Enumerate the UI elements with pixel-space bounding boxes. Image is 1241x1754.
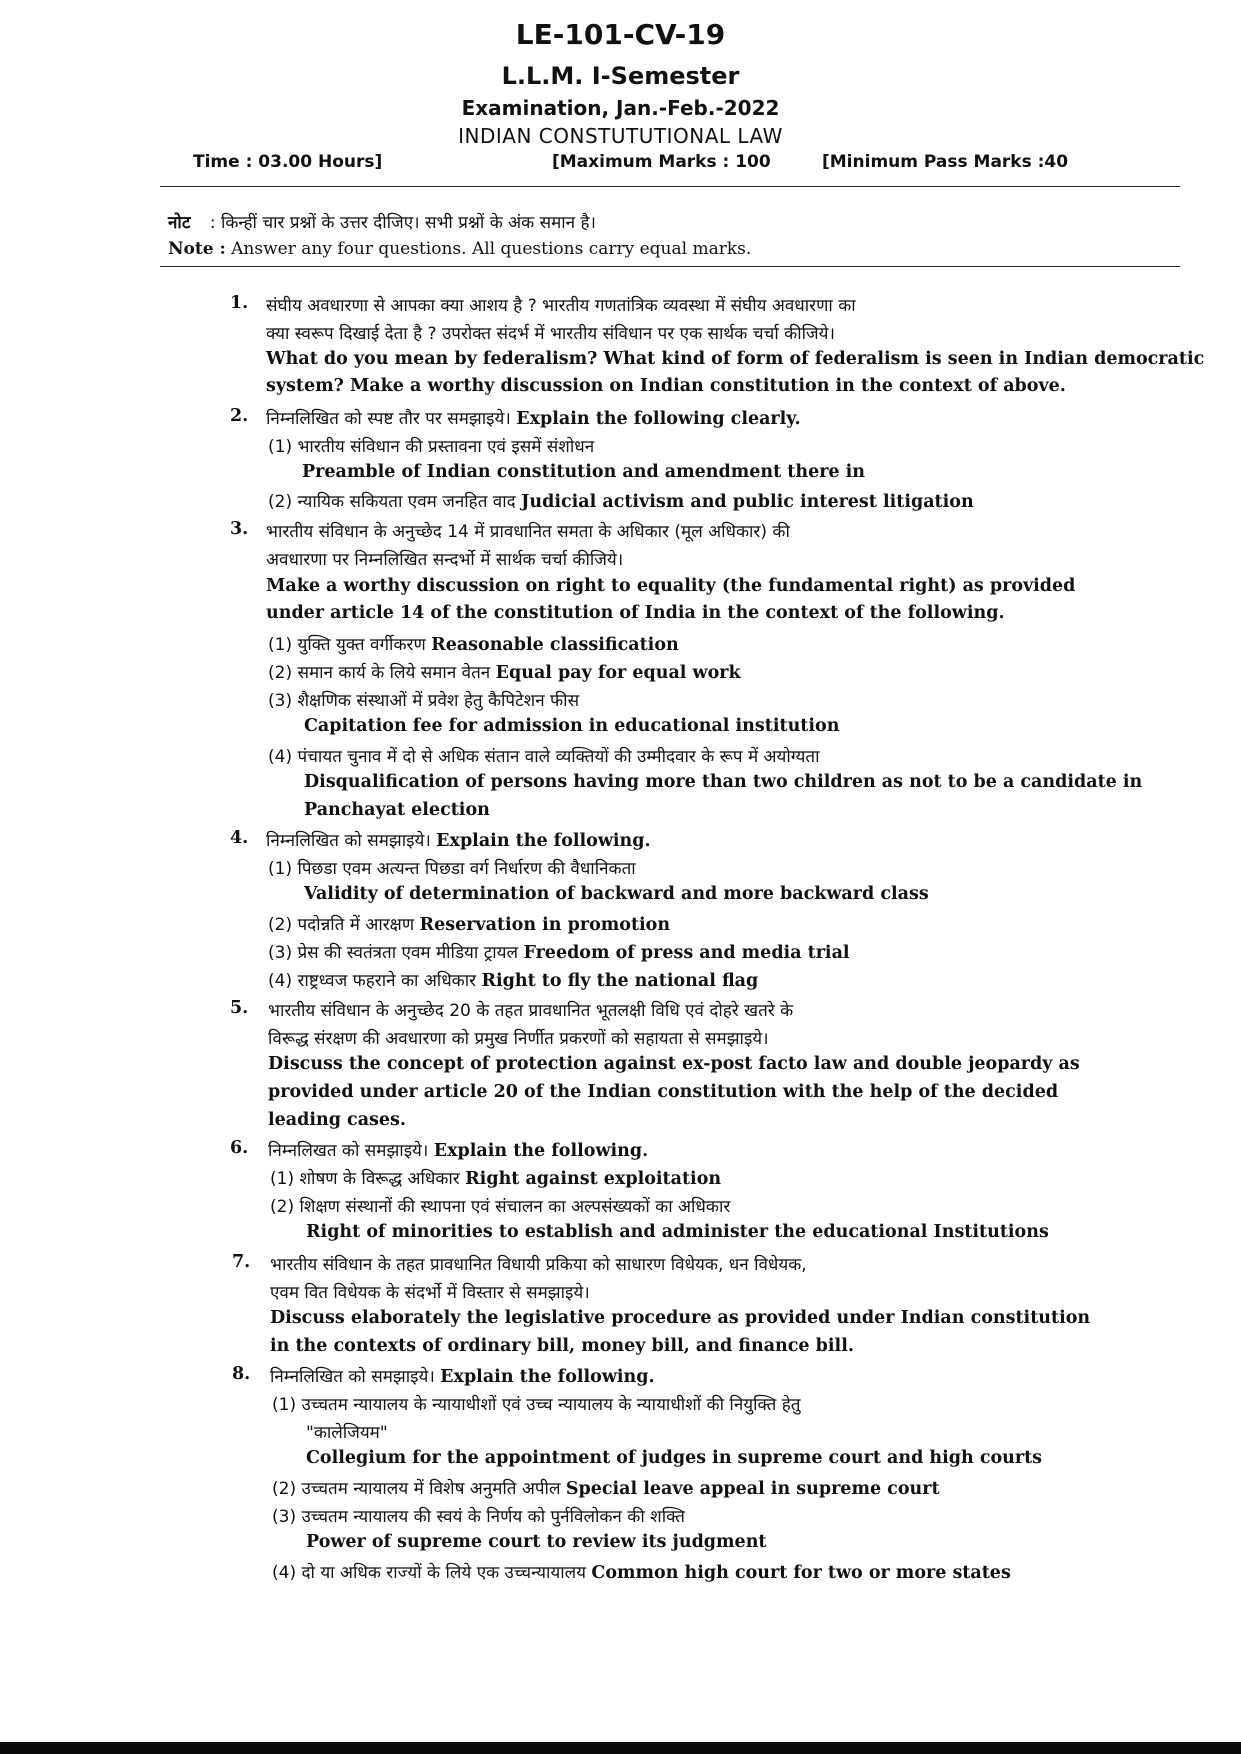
question-6-hindi: निम्नलिखत को समझाइये। — [268, 1141, 434, 1161]
question-8-part-2 — [272, 1476, 940, 1499]
question-4-part-3-english: Freedom of press and media trial — [523, 943, 850, 963]
question-4-line — [266, 828, 651, 851]
note-english-text: Answer any four questions. All questions carry equal marks. — [231, 239, 752, 259]
question-6-part-1-hindi: (1) शोषण के विरूद्ध अधिकार — [270, 1169, 466, 1189]
question-4-part-2-english: Reservation in promotion — [419, 915, 671, 935]
question-8-part-4-hindi: (4) दो या अधिक राज्यों के लिये एक उच्चन्यायालय — [272, 1563, 592, 1583]
question-8-part-2-hindi: (2) उच्चतम न्यायालय में विशेष अनुमति अपील — [272, 1479, 566, 1499]
note-hindi-label: नोट — [168, 213, 191, 233]
question-number-2: 2. — [230, 406, 249, 426]
question-4-hindi: निम्नलिखित को समझाइये। — [266, 831, 437, 851]
note-english-label: Note : — [168, 239, 226, 259]
question-3-part-2 — [268, 660, 741, 683]
question-6-part-1 — [270, 1166, 721, 1189]
question-3-part-4-english-line-1: Disqualification of persons having more than two children as not to be a candidate in — [304, 772, 1143, 792]
question-1-english-line-1: What do you mean by federalism? What kind of form of federalism is seen in Indian democratic — [266, 349, 1205, 369]
header-rule-top — [160, 186, 1180, 187]
degree-title: L.L.M. I-Semester — [501, 62, 740, 90]
question-4-part-4 — [268, 968, 758, 991]
question-4-part-3-hindi: (3) प्रेस की स्वतंत्रता एवम मीडिया ट्रायल — [268, 943, 524, 963]
question-6-line — [268, 1138, 648, 1161]
question-number-7: 7. — [232, 1252, 251, 1272]
question-4-part-2-hindi: (2) पदोन्नति में आरक्षण — [268, 915, 420, 935]
question-4-part-4-english: Right to fly the national flag — [481, 971, 759, 991]
question-8-hindi: निम्नलिखित को समझाइये। — [270, 1367, 441, 1387]
question-4-part-1-hindi: (1) पिछडा एवम अत्यन्त पिछडा वर्ग निर्धारण की वैधानिकता — [268, 859, 636, 879]
question-5-hindi-line-1: भारतीय संविधान के अनुच्छेद 20 के तहत प्रावधानित भूतलक्षी विधि एवं दोहरे खतरे के — [268, 1001, 794, 1021]
question-number-6: 6. — [230, 1138, 249, 1158]
question-4-part-4-hindi: (4) राष्ट्रध्वज फहराने का अधिकार — [268, 971, 482, 991]
question-4-part-2 — [268, 912, 670, 935]
question-3-part-2-hindi: (2) समान कार्य के लिये समान वेतन — [268, 663, 496, 683]
question-3-part-2-english: Equal pay for equal work — [495, 663, 741, 683]
question-3-part-3-hindi: (3) शैक्षणिक संस्थाओं में प्रवेश हेतु कैपिटेशन फीस — [268, 691, 580, 711]
question-8-part-2-english: Special leave appeal in supreme court — [565, 1479, 940, 1499]
question-number-3: 3. — [230, 519, 249, 539]
question-3-hindi-line-2: अवधारणा पर निम्नलिखित सन्दर्भो में सार्थक चर्चा कीजिये। — [266, 550, 624, 570]
question-8-line — [270, 1364, 655, 1387]
question-number-1: 1. — [230, 293, 249, 313]
question-1-hindi-line-2: क्या स्वरूप दिखाई देता है ? उपरोक्त संदर्भ में भारतीय संविधान पर एक सार्थक चर्चा कीजिये। — [266, 324, 835, 344]
question-8-part-4 — [272, 1560, 1011, 1583]
question-3-part-4-hindi: (4) पंचायत चुनाव में दो से अधिक संतान वाले व्यक्तियों की उम्मीदवार के रूप में अयोग्यता — [268, 747, 820, 767]
question-7-english-line-1: Discuss elaborately the legislative procedure as provided under Indian constitution — [270, 1308, 1091, 1328]
question-6-part-2-english: Right of minorities to establish and administer the educational Institutions — [306, 1222, 1049, 1242]
question-3-english-line-1: Make a worthy discussion on right to equality (the fundamental right) as provided — [266, 576, 1076, 596]
question-1-hindi-line-1: संघीय अवधारणा से आपका क्या आशय है ? भारतीय गणतांत्रिक व्यवस्था में संघीय अवधारणा का — [266, 296, 856, 316]
question-3-english-line-2: under article 14 of the constitution of India in the context of the following. — [266, 603, 1005, 623]
question-7-hindi-line-1: भारतीय संविधान के तहत प्रावधानित विधायी प्रकिया को साधारण विधेयक, धन विधेयक, — [270, 1255, 807, 1275]
question-8-part-3-hindi: (3) उच्चतम न्यायालय की स्वयं के निर्णय को पुर्नविलोकन की शक्ति — [272, 1507, 685, 1527]
question-7-english-line-2: in the contexts of ordinary bill, money bill, and finance bill. — [270, 1336, 854, 1356]
minimum-pass-marks: [Minimum Pass Marks :40 — [822, 152, 1069, 172]
note-hindi-text: : किन्हीं चार प्रश्नों के उत्तर दीजिए। सभी प्रश्नों के अंक समान है। — [209, 213, 596, 233]
question-6-english: Explain the following. — [433, 1141, 649, 1161]
scan-border — [0, 1742, 1241, 1754]
question-2-english: Explain the following clearly. — [516, 409, 801, 429]
exam-session: Examination, Jan.-Feb.-2022 — [461, 96, 780, 120]
time-allowed: Time : 03.00 Hours] — [193, 152, 383, 172]
paper-code: LE-101-CV-19 — [515, 18, 726, 51]
question-2-part-2-hindi: (2) न्यायिक सकियता एवम जनहित वाद — [268, 492, 522, 512]
question-2-part-2-english: Judicial activism and public interest litigation — [521, 492, 974, 512]
question-4-english: Explain the following. — [436, 831, 651, 851]
question-6-part-2-hindi: (2) शिक्षण संस्थानों की स्थापना एवं संचालन का अल्पसंख्यकों का अधिकार — [270, 1197, 731, 1217]
question-3-part-3-english: Capitation fee for admission in educational institution — [304, 716, 840, 736]
question-3-part-4-english-line-2: Panchayat election — [304, 800, 490, 820]
question-8-english: Explain the following. — [440, 1367, 655, 1387]
subject-title: INDIAN CONSTUTUTIONAL LAW — [458, 124, 783, 148]
note-english — [168, 239, 751, 259]
question-4-part-1-english: Validity of determination of backward and more backward class — [304, 884, 929, 904]
question-5-english-line-3: leading cases. — [268, 1110, 406, 1130]
question-3-part-1 — [268, 632, 679, 655]
question-number-5: 5. — [230, 998, 249, 1018]
question-2-part-1-english: Preamble of Indian constitution and amendment there in — [302, 462, 866, 482]
question-5-hindi-line-2: विरूद्ध संरक्षण की अवधारणा को प्रमुख निर्णीत प्रकरणों को सहायता से समझाइये। — [268, 1029, 769, 1049]
question-8-part-1-hindi-line-2: "कालेजियम" — [306, 1423, 388, 1443]
question-2-part-1-hindi: (1) भारतीय संविधान की प्रस्तावना एवं इसमें संशोधन — [268, 437, 595, 457]
note-hindi — [168, 210, 596, 233]
question-number-8: 8. — [232, 1364, 251, 1384]
header-rule-bottom — [160, 266, 1180, 267]
question-2-part-2 — [268, 489, 974, 512]
question-6-part-1-english: Right against exploitation — [465, 1169, 722, 1189]
question-8-part-1-hindi-line-1: (1) उच्चतम न्यायालय के न्यायाधीशों एवं उच्च न्यायालय के न्यायाधीशों की नियुक्ति हेतु — [272, 1395, 801, 1415]
question-8-part-4-english: Common high court for two or more states — [591, 1563, 1011, 1583]
maximum-marks: [Maximum Marks : 100 — [552, 152, 771, 172]
question-3-part-1-hindi: (1) युक्ति युक्त वर्गीकरण — [268, 635, 432, 655]
question-4-part-3 — [268, 940, 850, 963]
question-7-hindi-line-2: एवम वित विधेयक के संदर्भो में विस्तार से समझाइये। — [270, 1283, 590, 1303]
question-2-hindi: निम्नलिखित को स्पष्ट तौर पर समझाइये। — [266, 409, 517, 429]
question-5-english-line-2: provided under article 20 of the Indian constitution with the help of the decided — [268, 1082, 1059, 1102]
question-number-4: 4. — [230, 828, 249, 848]
question-5-english-line-1: Discuss the concept of protection against ex-post facto law and double jeopardy as — [268, 1054, 1080, 1074]
question-1-english-line-2: system? Make a worthy discussion on Indian constitution in the context of above. — [266, 376, 1066, 396]
question-8-part-3-english: Power of supreme court to review its judgment — [306, 1532, 767, 1552]
question-2-line — [266, 406, 801, 429]
question-3-hindi-line-1: भारतीय संविधान के अनुच्छेद 14 में प्रावधानित समता के अधिकार (मूल अधिकार) की — [266, 522, 790, 542]
question-3-part-1-english: Reasonable classification — [431, 635, 679, 655]
question-8-part-1-english: Collegium for the appointment of judges in supreme court and high courts — [306, 1448, 1043, 1468]
